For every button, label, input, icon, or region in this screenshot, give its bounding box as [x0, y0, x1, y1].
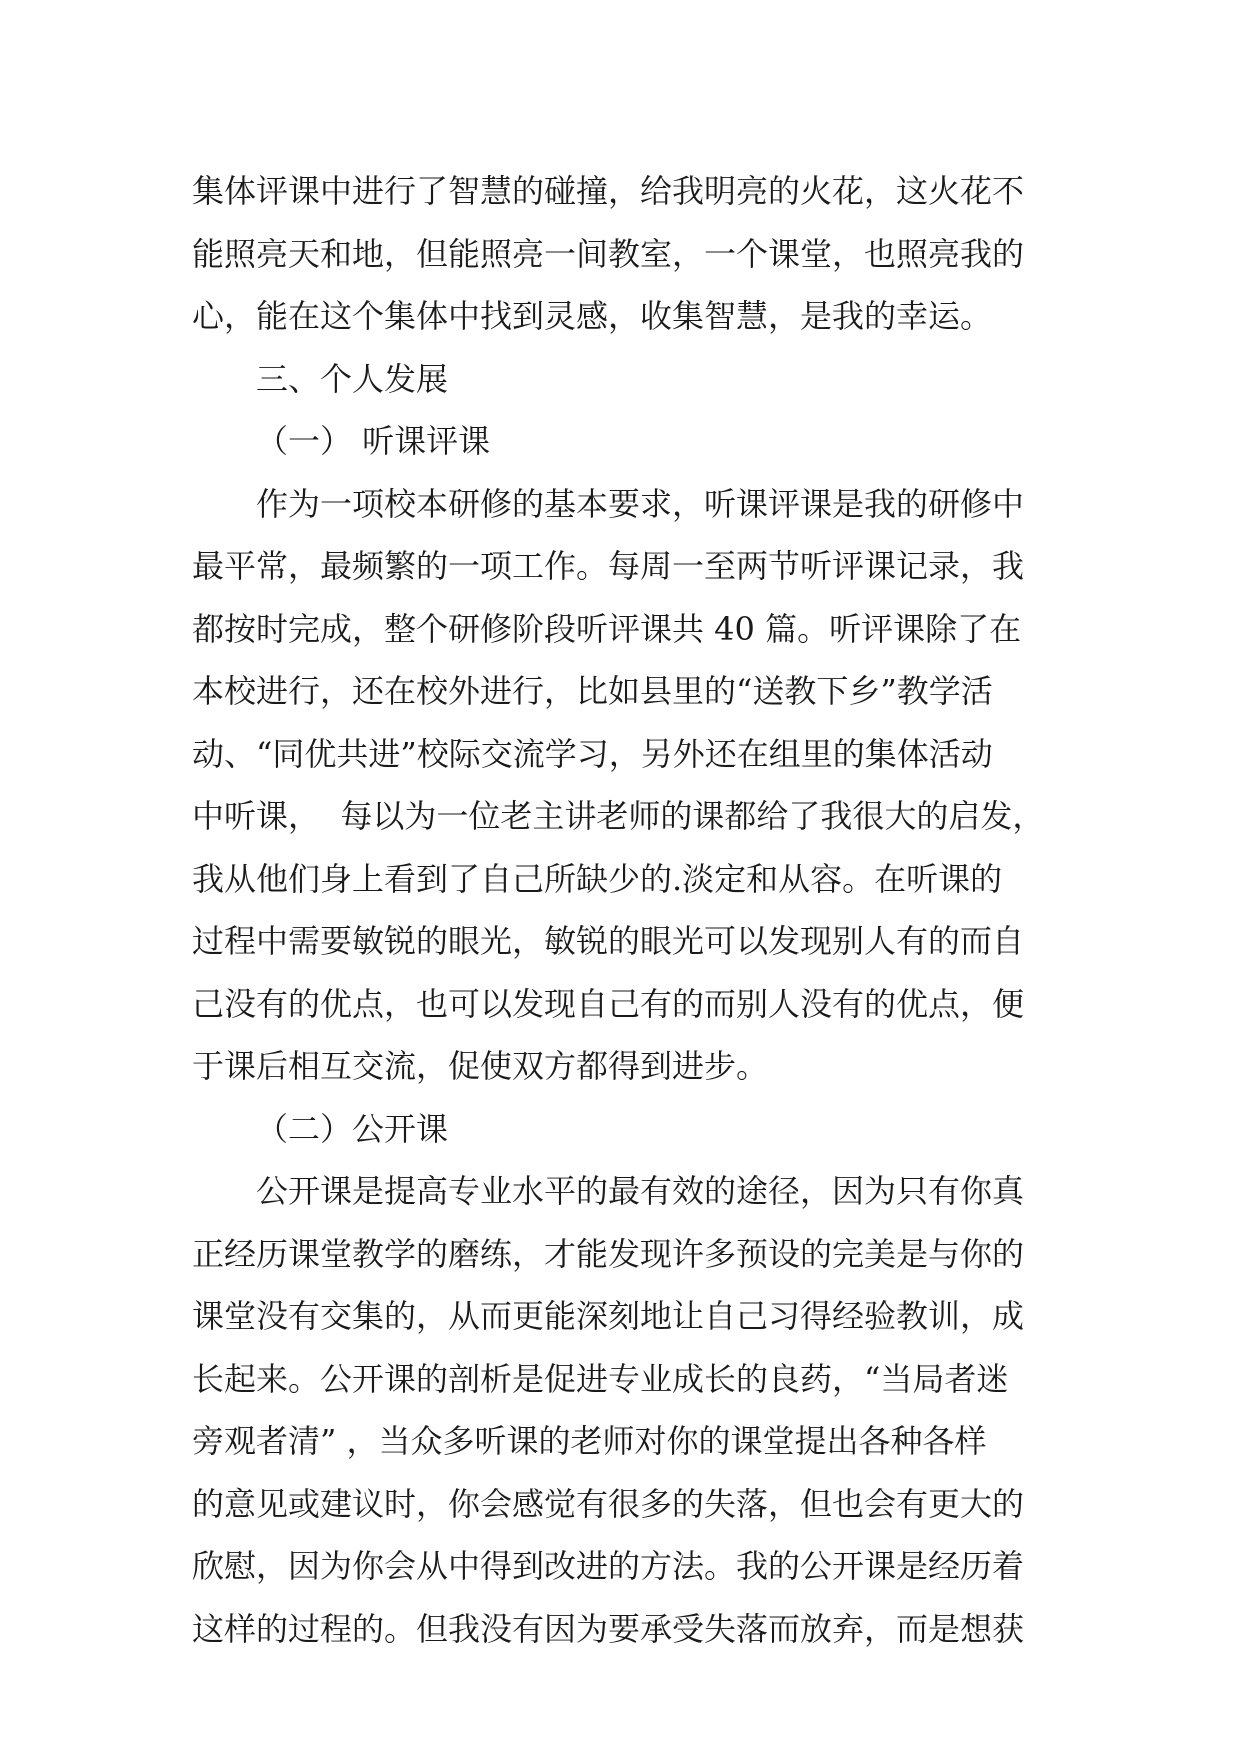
text-line: 能照亮天和地，但能照亮一间教室，一个课堂，也照亮我的 [192, 234, 1025, 273]
section-heading: 三、个人发展 [256, 359, 449, 398]
text-line: 心，能在这个集体中找到灵感，收集智慧，是我的幸运。 [192, 297, 993, 335]
text-line: 动、“同优共进”校际交流学习，另外还在组里的集体活动 [192, 734, 993, 773]
text-line: 长起来。公开课的剖析是促进专业成长的良药，“当局者迷 [192, 1359, 1009, 1398]
text-line: 集体评课中进行了智慧的碰撞，给我明亮的火花，这火花不 [192, 172, 1025, 210]
text-line: 都按时完成，整个研修阶段听评课共 40 篇。听评课除了在 [192, 609, 1022, 648]
text-line: 课堂没有交集的，从而更能深刻地让自己习得经验教训，成 [192, 1297, 1025, 1335]
subsection-heading: （一） 听课评课 [256, 422, 491, 460]
text-line: 作为一项校本研修的基本要求，听课评课是我的研修中 [256, 484, 1025, 523]
text-line: 己没有的优点，也可以发现自己有的而别人没有的优点，便 [192, 984, 1025, 1023]
text-line: 本校进行，还在校外进行，比如县里的“送教下乡”教学活 [192, 672, 993, 710]
text-line: 旁观者清” ，当众多听课的老师对你的课堂提出各种各样 [192, 1422, 987, 1460]
text-line: 过程中需要敏锐的眼光，敏锐的眼光可以发现别人有的而自 [192, 922, 1025, 960]
text-line: 欣慰，因为你会从中得到改进的方法。我的公开课是经历着 [192, 1547, 1025, 1585]
body-text [192, 160, 1072, 1660]
text-line: 中听课， 每以为一位老主讲老师的课都给了我很大的启发， [192, 797, 1045, 835]
text-line: 的意见或建议时，你会感觉有很多的失落，但也会有更大的 [192, 1484, 1025, 1523]
text-line: 最平常，最频繁的一项工作。每周一至两节听评课记录，我 [192, 547, 1025, 585]
text-line: 正经历课堂教学的磨练，才能发现许多预设的完美是与你的 [192, 1234, 1025, 1273]
text-line: 公开课是提高专业水平的最有效的途径，因为只有你真 [256, 1172, 1025, 1210]
text-line: 我从他们身上看到了自己所缺少的.淡定和从容。在听课的 [192, 859, 1003, 898]
subsection-heading: （二）公开课 [256, 1109, 449, 1148]
text-line: 于课后相互交流，促使双方都得到进步。 [192, 1047, 769, 1085]
text-line: 这样的过程的。但我没有因为要承受失落而放弃，而是想获 [192, 1609, 1025, 1648]
